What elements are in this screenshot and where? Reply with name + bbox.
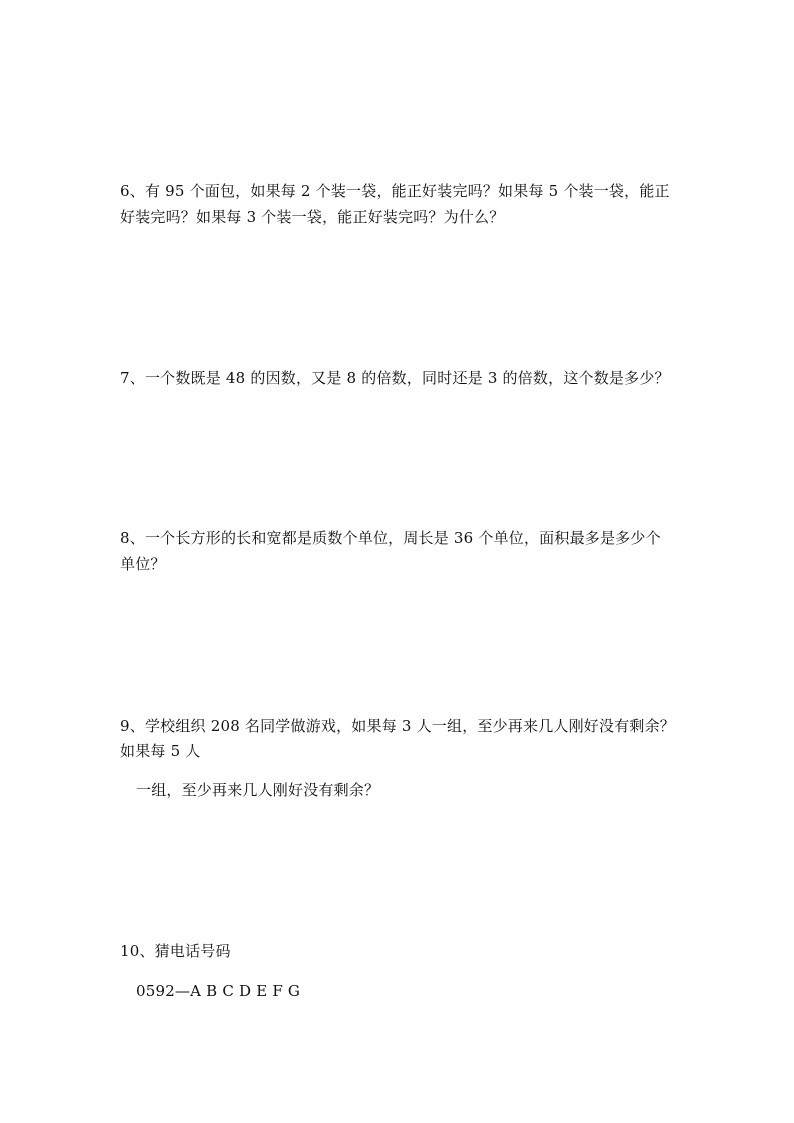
question-9-line-1: 9、学校组织 208 名同学做游戏，如果每 3 人一组，至少再来几人刚好没有剩余？ — [120, 717, 675, 735]
question-8-line-1: 8、一个长方形的长和宽都是质数个单位，周长是 36 个单位，面积最多是多少个 — [120, 529, 661, 547]
question-10-line-1: 10、猜电话号码 — [120, 942, 231, 960]
question-9-line-3: 一组，至少再来几人刚好没有剩余？ — [136, 781, 380, 799]
question-10-line-2: 0592—A B C D E F G — [136, 982, 301, 1000]
question-8-line-2: 单位？ — [120, 555, 166, 573]
question-6-line-1: 6、有 95 个面包，如果每 2 个装一袋，能正好装完吗？如果每 5 个装一袋，能正 — [120, 182, 670, 200]
question-9-line-2: 如果每 5 人 — [120, 742, 201, 760]
question-6-line-2: 好装完吗？如果每 3 个装一袋，能正好装完吗？为什么？ — [120, 208, 505, 226]
question-7-line-1: 7、一个数既是 48 的因数，又是 8 的倍数，同时还是 3 的倍数，这个数是多少？ — [120, 369, 670, 387]
